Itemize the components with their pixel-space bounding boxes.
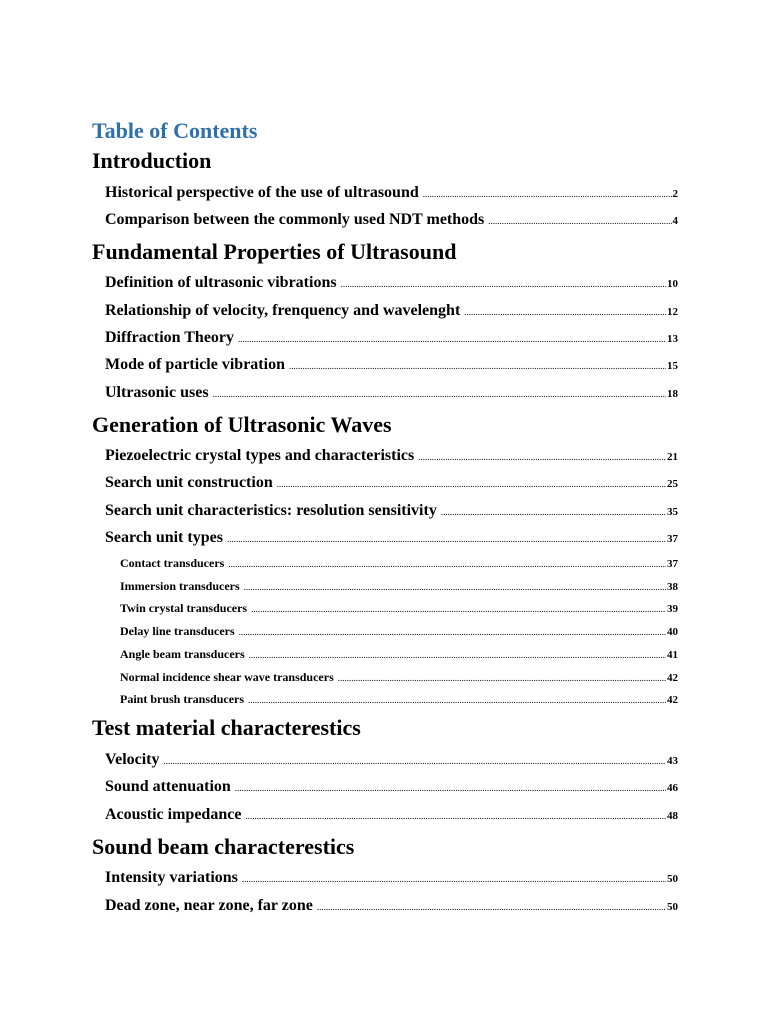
toc-entry-page: 12	[667, 306, 678, 318]
toc-subentry[interactable]	[120, 645, 678, 664]
toc-subentry[interactable]	[120, 690, 678, 709]
toc-entry-label: Intensity variations	[105, 869, 238, 886]
dot-leader	[289, 355, 666, 377]
toc-entry-page: 50	[667, 901, 678, 913]
toc-entry-label: Ultrasonic uses	[105, 384, 209, 401]
dot-leader	[317, 896, 666, 918]
toc-subentry[interactable]	[120, 577, 678, 596]
dot-leader	[418, 446, 666, 468]
toc-entry-page: 25	[667, 478, 678, 490]
toc-entry[interactable]	[105, 354, 678, 377]
toc-subentry-page: 38	[667, 581, 678, 593]
toc-entry-label: Velocity	[105, 751, 160, 768]
toc-subentry-page: 37	[667, 558, 678, 570]
section-heading-test-material: Test material characterestics	[92, 715, 361, 740]
dot-leader	[227, 528, 666, 550]
toc-entry[interactable]	[105, 472, 678, 495]
toc-entry-page: 37	[667, 533, 678, 545]
toc-entry-label: Acoustic impedance	[105, 806, 242, 823]
toc-subentry[interactable]	[120, 599, 678, 618]
toc-entry-label: Dead zone, near zone, far zone	[105, 897, 313, 914]
toc-entry-page: 10	[667, 278, 678, 290]
toc-subentry-label: Delay line transducers	[120, 624, 235, 638]
toc-entry-label: Relationship of velocity, frenquency and wavelenght	[105, 302, 461, 319]
toc-subentry-label: Contact transducers	[120, 556, 225, 570]
dot-leader	[248, 691, 666, 709]
toc-entry-page: 2	[672, 188, 678, 200]
toc-entry-label: Historical perspective of the use of ultrasound	[105, 184, 419, 201]
toc-entry-label: Definition of ultrasonic vibrations	[105, 274, 337, 291]
dot-leader	[277, 473, 666, 495]
toc-entry[interactable]	[105, 272, 678, 295]
section-heading-sound-beam: Sound beam characterestics	[92, 834, 355, 859]
toc-subentry-page: 41	[667, 649, 678, 661]
section-heading-introduction: Introduction	[92, 148, 212, 173]
dot-leader	[242, 868, 666, 890]
toc-entry[interactable]	[105, 382, 678, 405]
toc-subentry-label: Paint brush transducers	[120, 692, 245, 706]
toc-entry-label: Comparison between the commonly used NDT methods	[105, 211, 485, 228]
toc-subentry-page: 42	[667, 694, 678, 706]
dot-leader	[238, 328, 666, 350]
toc-subentry-label: Normal incidence shear wave transducers	[120, 670, 334, 684]
toc-subentry-page: 39	[667, 603, 678, 615]
toc-entry-label: Mode of particle vibration	[105, 356, 285, 373]
dot-leader	[338, 669, 666, 687]
toc-title: Table of Contents	[92, 118, 258, 143]
toc-entry[interactable]	[105, 804, 678, 827]
toc-entry-page: 15	[667, 360, 678, 372]
toc-entry-label: Piezoelectric crystal types and characteristics	[105, 447, 415, 464]
dot-leader	[164, 750, 666, 772]
toc-entry[interactable]	[105, 527, 678, 550]
toc-subentry-page: 42	[667, 672, 678, 684]
toc-subentry-label: Immersion transducers	[120, 579, 240, 593]
toc-subentry-label: Twin crystal transducers	[120, 601, 248, 615]
toc-entry[interactable]	[105, 445, 678, 468]
toc-entry[interactable]	[105, 182, 678, 205]
toc-entry-page: 13	[667, 333, 678, 345]
toc-entry-label: Search unit characteristics: resolution sensitivity	[105, 502, 437, 519]
toc-entry-page: 46	[667, 782, 678, 794]
dot-leader	[441, 501, 666, 523]
dot-leader	[488, 210, 671, 232]
toc-subentry-label: Angle beam transducers	[120, 647, 245, 661]
toc-entry[interactable]	[105, 500, 678, 523]
toc-subentry-page: 40	[667, 626, 678, 638]
toc-entry[interactable]	[105, 300, 678, 323]
section-heading-fundamental-properties: Fundamental Properties of Ultrasound	[92, 239, 457, 264]
dot-leader	[244, 578, 666, 596]
toc-entry-label: Sound attenuation	[105, 778, 231, 795]
toc-entry[interactable]	[105, 749, 678, 772]
toc-entry-page: 50	[667, 873, 678, 885]
toc-entry[interactable]	[105, 327, 678, 350]
toc-entry-page: 18	[667, 388, 678, 400]
toc-entry-page: 35	[667, 506, 678, 518]
toc-entry-label: Search unit construction	[105, 474, 273, 491]
toc-entry-page: 4	[672, 215, 678, 227]
toc-entry[interactable]	[105, 776, 678, 799]
toc-entry-label: Search unit types	[105, 529, 223, 546]
section-heading-generation: Generation of Ultrasonic Waves	[92, 412, 392, 437]
dot-leader	[464, 301, 666, 323]
toc-entry-page: 48	[667, 810, 678, 822]
dot-leader	[228, 555, 666, 573]
toc-entry-page: 21	[667, 451, 678, 463]
toc-subentry[interactable]	[120, 622, 678, 641]
toc-entry-page: 43	[667, 755, 678, 767]
toc-entry-label: Diffraction Theory	[105, 329, 235, 346]
toc-entry[interactable]	[105, 209, 678, 232]
dot-leader	[245, 805, 666, 827]
toc-subentry[interactable]	[120, 668, 678, 687]
toc-entry[interactable]	[105, 895, 678, 918]
dot-leader	[423, 183, 672, 205]
dot-leader	[235, 777, 666, 799]
dot-leader	[213, 383, 666, 405]
toc-subentry[interactable]	[120, 554, 678, 573]
toc-entry[interactable]	[105, 867, 678, 890]
dot-leader	[251, 600, 666, 618]
dot-leader	[341, 273, 666, 295]
dot-leader	[239, 623, 666, 641]
dot-leader	[249, 646, 666, 664]
